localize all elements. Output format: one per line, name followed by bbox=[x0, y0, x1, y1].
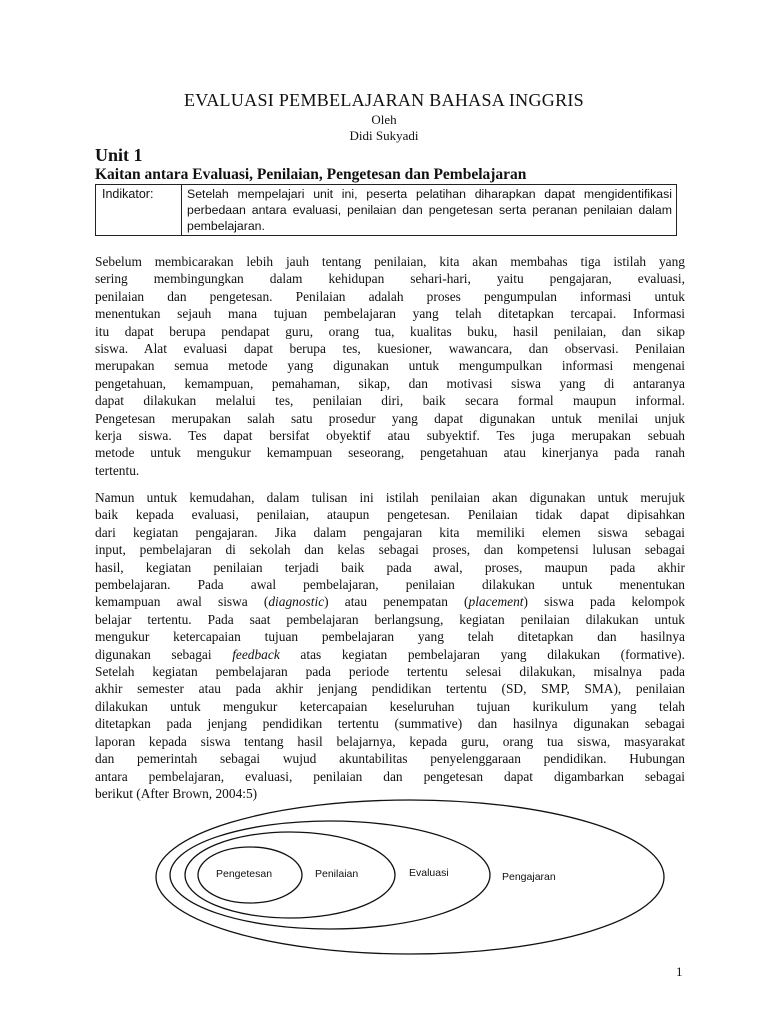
paragraph-1-line: sering membingungkan dalam kehidupan sehari-hari, yaitu pengajaran, evaluasi, bbox=[95, 271, 685, 287]
paragraph-2-line: berikut (After Brown, 2004:5) bbox=[95, 785, 258, 801]
paragraph-1-line: menentukan sejauh mana tujuan pembelajaran yang telah ditetapkan tercapai. Informasi bbox=[95, 306, 685, 322]
indicator-table bbox=[95, 184, 677, 236]
paragraph-2-line: input, pembelajaran di sekolah dan kelas sebagai proses, dan kompetensi lulusan sebagai bbox=[95, 542, 685, 558]
paragraph-2-line: belajar tertentu. Pada saat pembelajaran berlangsung, kegiatan penilaian dilakukan untuk bbox=[95, 611, 685, 627]
italic-term-diagnostic: diagnostic bbox=[268, 594, 325, 610]
paragraph-2-line: baik kepada evaluasi, penilaian, ataupun pengetesan. Penilaian tidak dapat dipisahkan bbox=[95, 507, 685, 523]
paragraph-2 bbox=[95, 489, 685, 802]
paragraph-1-line: itu dapat berupa pendapat guru, orang tua, kualitas buku, hasil penilaian, dan sikap bbox=[95, 323, 685, 339]
author-name: Didi Sukyadi bbox=[349, 128, 419, 143]
italic-term-placement: placement bbox=[468, 594, 524, 610]
paragraph-1-line: siswa. Alat evaluasi dapat berupa tes, kuesioner, wawancara, dan observasi. Penilaian bbox=[95, 341, 685, 357]
paragraph-1-line: metode untuk mengukur kemampuan seseorang, pengetahuan atau kinerjanya pada ranah bbox=[95, 445, 685, 461]
paragraph-2-line: dan pemerintah sebagai wujud akuntabilitas penyelenggaraan pendidikan. Hubungan bbox=[95, 751, 685, 767]
paragraph-2-line: hasil, kegiatan penilaian terjadi baik pada awal, proses, maupun pada akhir bbox=[95, 559, 685, 575]
label-pengetesan: Pengetesan bbox=[216, 868, 273, 880]
paragraph-2-line: Setelah kegiatan pembelajaran pada periode tertentu selesai dilakukan, misalnya pada bbox=[95, 664, 685, 680]
paragraph-1-line: pengetahuan, kemampuan, pemahaman, sikap, dan motivasi siswa yang di antaranya bbox=[95, 375, 685, 391]
paragraph-2-line: pembelajaran. Pada awal pembelajaran, penilaian dilakukan untuk menentukan bbox=[95, 577, 685, 593]
paragraph-2-line: Namun untuk kemudahan, dalam tulisan ini istilah penilaian akan digunakan untuk merujuk bbox=[95, 490, 685, 505]
indicator-text: Setelah mempelajari unit ini, peserta pelatihan diharapkan dapat mengidentifikasi perbedaan antara evaluasi, penilaian dan pengetesan serta peranan penilaian dalam pembelajaran. bbox=[187, 187, 672, 233]
paragraph-1-line: Sebelum membicarakan lebih jauh tentang penilaian, kita akan membahas tiga istilah yang bbox=[95, 254, 685, 269]
paragraph-1-line: tertentu. bbox=[95, 462, 140, 478]
paragraph-2-line: ditetapkan pada jenjang pendidikan tertentu (summative) dan hasilnya digunakan sebagai bbox=[95, 716, 685, 732]
text-run: kemampuan awal siswa ( bbox=[95, 594, 269, 610]
paragraph-1 bbox=[95, 253, 685, 479]
paragraph-2-line: dilakukan untuk mengukur ketercapaian keseluruhan tujuan kurikulum yang telah bbox=[95, 698, 685, 714]
nested-ellipse-diagram bbox=[0, 790, 768, 960]
paragraph-1-line: Pengetesan merupakan salah satu prosedur yang dapat digunakan untuk menilai unjuk bbox=[95, 410, 685, 426]
paragraph-2-line: akhir semester atau pada akhir jenjang pendidikan tertentu (SD, SMP, SMA), penilaian bbox=[95, 681, 685, 697]
unit-subtitle: Kaitan antara Evaluasi, Penilaian, Pengetesan dan Pembelajaran bbox=[95, 166, 527, 183]
paragraph-2-line bbox=[95, 593, 685, 610]
paragraph-2-line: mengukur ketercapaian tujuan pembelajaran yang telah ditetapkan dan hasilnya bbox=[95, 629, 685, 645]
page-number: 1 bbox=[676, 964, 683, 979]
document-title: EVALUASI PEMBELAJARAN BAHASA INGGRIS bbox=[183, 90, 584, 110]
paragraph-1-line: penilaian dan pengetesan. Penilaian adalah proses pengumpulan informasi untuk bbox=[95, 288, 685, 304]
byline-oleh: Oleh bbox=[371, 112, 397, 127]
paragraph-2-line bbox=[95, 646, 685, 663]
text-run: digunakan sebagai bbox=[95, 646, 233, 662]
text-run: atas kegiatan pembelajaran yang dilakukan (formative). bbox=[279, 646, 685, 662]
paragraph-1-line: merupakan semua metode yang digunakan untuk mengumpulkan informasi mengenai bbox=[95, 358, 685, 374]
paragraph-1-line: kerja siswa. Tes dapat bersifat obyektif atau subyektif. Tes juga merupakan sebuah bbox=[95, 428, 685, 444]
label-pengajaran: Pengajaran bbox=[502, 871, 556, 883]
paragraph-2-line: antara pembelajaran, evaluasi, penilaian dan pengetesan dapat digambarkan sebagai bbox=[95, 768, 685, 784]
paragraph-2-line: laporan kepada siswa tentang hasil belajarnya, kepada guru, orang tua siswa, masyarakat bbox=[95, 733, 685, 749]
paragraph-1-line: dapat dilakukan melalui tes, penilaian diri, baik secara formal maupun informal. bbox=[95, 393, 685, 409]
italic-term-feedback: feedback bbox=[232, 646, 280, 662]
paragraph-2-line: dari kegiatan pengajaran. Jika dalam pengajaran kita memiliki elemen siswa sebagai bbox=[95, 524, 685, 540]
label-evaluasi: Evaluasi bbox=[409, 867, 449, 879]
text-run: ) siswa pada kelompok bbox=[523, 594, 685, 610]
indicator-label: Indikator: bbox=[96, 185, 182, 235]
label-penilaian: Penilaian bbox=[315, 868, 359, 880]
unit-heading: Unit 1 bbox=[95, 145, 143, 165]
text-run: ) atau penempatan ( bbox=[324, 594, 469, 610]
